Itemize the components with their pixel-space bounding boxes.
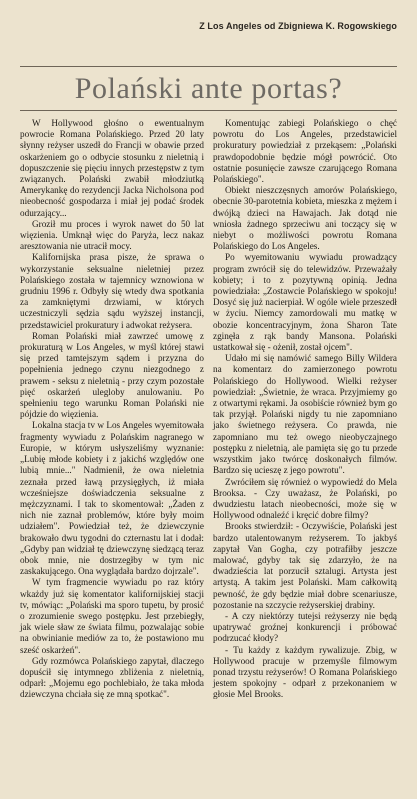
- paragraph: Udało mi się namówić samego Billy Wildera na komentarz do zamierzonego powrotu Polańskiego do Hollywood. Wielki reżyser powiedział: „Świetnie, że wraca. Przyjmiemy go z otwartymi rękami. Ja osobiście również bym go tak przyjął. Polański nigdy tu nie zapomniano jako świetnego reżysera. Co prawda, nie zapomniano mu też owego nieobyczajnego postępku z nieletnią, ale pamięta się go tu przede wszystkim jako twórcę doskonałych filmów. Bardzo się ucieszę z jego powrotu".: [213, 353, 397, 476]
- paragraph: W Hollywood głośno o ewentualnym powrocie Romana Polańskiego. Przed 20 laty słynny reżyser uszedł do Francji w obawie przed oskarżeniem go o odbycie stosunku z nieletnią i dopuszczenie się pięciu innych przestępstw z tym związanych. Polański zwabił młodziutką Amerykankę do rezydencji Jacka Nicholsona pod nieobecność gospodarza i miał jej podać środek odurzający...: [20, 118, 204, 218]
- paragraph: Roman Polański miał zawrzeć umowę z prokuraturą w Los Angeles, w myśl której stawi się przed tamtejszym sądem i przyzna do popełnienia jednego czynu niezgodnego z prawem - seksu z nieletnią - przy czym pozostałe pięć oskarżeń ulegloby anulowaniu. Po spełnieniu tego warunku Roman Polański nie pójdzie do więzienia.: [20, 330, 204, 420]
- paragraph: Kalifornijska prasa pisze, że sprawa o wykorzystanie seksualne nieletniej przez Polańskiego została w tajemnicy wznowiona w grudniu 1996 r. Odbyły się wtedy dwa spotkania za zamkniętymi drzwiami, w których uczestniczyli sędzia sądu wyższej instancji, przedstawiciel prokuratury i adwokat reżysera.: [20, 252, 204, 330]
- paragraph: Zwróciłem się również o wypowiedź do Mela Brooksa. - Czy uważasz, że Polański, po dwudziestu latach nieobecności, może się w Hollywood odnaleźć i kręcić dobre filmy?: [213, 476, 397, 521]
- paragraph: Groził mu proces i wyrok nawet do 50 lat więzienia. Umknął więc do Paryża, lecz nakaz aresztowania nie utracił mocy.: [20, 218, 204, 252]
- paragraph: Gdy rozmówca Polańskiego zapytał, dlaczego dopuścił się intymnego zbliżenia z nieletnią, odparł: „Mojemu ego pochlebiało, że taka młoda dziewczyna chciała się ze mną spotkać".: [20, 655, 204, 700]
- paragraph: Lokalna stacja tv w Los Angeles wyemitowała fragmenty wywiadu z Polańskim nagranego w Europie, w którym usłyszeliśmy wyznanie: „Lubię młode kobiety i z jakichś względów one lubią mnie..." Nadmienił, że owa nieletnia zeznała przed ławą przysięgłych, iż miała wcześniejsze doświadczenia seksualne z mężczyznami. I tak to skomentował: „Żaden z nich nie zaznał problemów, które były moim udziałem". Powiedział też, że dziewczynie brakowało dwu tygodni do czternastu lat i dodał: „Gdyby pan widział tę dziewczynę siedzącą teraz obok mnie, nie dostrzegłby w tym nic zaskakującego. Ona wyglądała bardzo dojrzale".: [20, 420, 204, 577]
- paragraph: Komentując zabiegi Polańskiego o chęć powrotu do Los Angeles, przedstawiciel prokuratury powiedział z przekąsem: „Polański prawdopodobnie będzie mógł powrócić. Oto ostatnie posunięcie zawsze czarującego Romana Polańskiego".: [213, 118, 397, 185]
- title-rule-top: [20, 66, 397, 67]
- byline: Z Los Angeles od Zbigniewa K. Rogowskiego: [199, 21, 397, 31]
- article-title: Polański ante portas?: [74, 72, 343, 105]
- paragraph: Po wyemitowaniu wywiadu prowadzący program zwrócił się do telewidzów. Przeważały kobiety; i to z pozytywną opinią. Jedna powiedziała: „Zostawcie Polańskiego w spokoju! Dosyć się już nacierpiał. W ogóle wiele przeszedł w życiu. Niemcy zamordowali mu matkę w obozie koncentracyjnym, żona Sharon Tate zginęła z rąk bandy Mansona. Polański ustatkował się - ożenił, został ojcem".: [213, 252, 397, 353]
- left-column: [20, 118, 204, 701]
- paragraph: - A czy niektórzy tutejsi reżyserzy nie będą upatrywać groźnej konkurencji i próbować podrzucać kłody?: [213, 610, 397, 644]
- paragraph: Brooks stwierdził: - Oczywiście, Polański jest bardzo utalentowanym reżyserem. To jakbyś zapytał Van Gogha, czy potrafiłby jeszcze malować, gdyby tak się zdarzyło, że na dwadzieścia lat porzucił sztalugi. Artysta jest artystą. A takim jest Polański. Mam całkowitą pewność, że gdy będzie miał dobre scenariusze, pozostanie na szczycie reżyserskiej drabiny.: [213, 521, 397, 610]
- paragraph: Obiekt nieszczęsnych amorów Polańskiego, obecnie 30-parotetnia kobieta, mieszka z mężem i dwójką dzieci na Hawajach. Jak dotąd nie wniosła żadnego sprzeciwu ani toczący się w niebyt o możliwości powrotu Romana Polańskiego do Los Angeles.: [213, 185, 397, 252]
- right-column: [213, 118, 397, 701]
- paragraph: W tym fragmencie wywiadu po raz który wkażdy już się komentator kalifornijskiej stacji tv, mówiąc: „Polański ma sporo tupetu, by prosić o zrozumienie swego postępku. Jest przebiegły, jak wiele sław ze świata filmu, pozwalając sobie na obwinianie mediów za to, że postawiono mu sześć oskarżeń".: [20, 577, 204, 655]
- title-rule-bottom: [20, 110, 397, 111]
- paragraph: - Tu każdy z każdym rywalizuje. Zbig, w Hollywood pracuje w przemyśle filmowym ponad trzystu reżyserów! O Romana Polańskiego jestem spokojny - odparł z przekonaniem w głosie Mel Brooks.: [213, 644, 397, 700]
